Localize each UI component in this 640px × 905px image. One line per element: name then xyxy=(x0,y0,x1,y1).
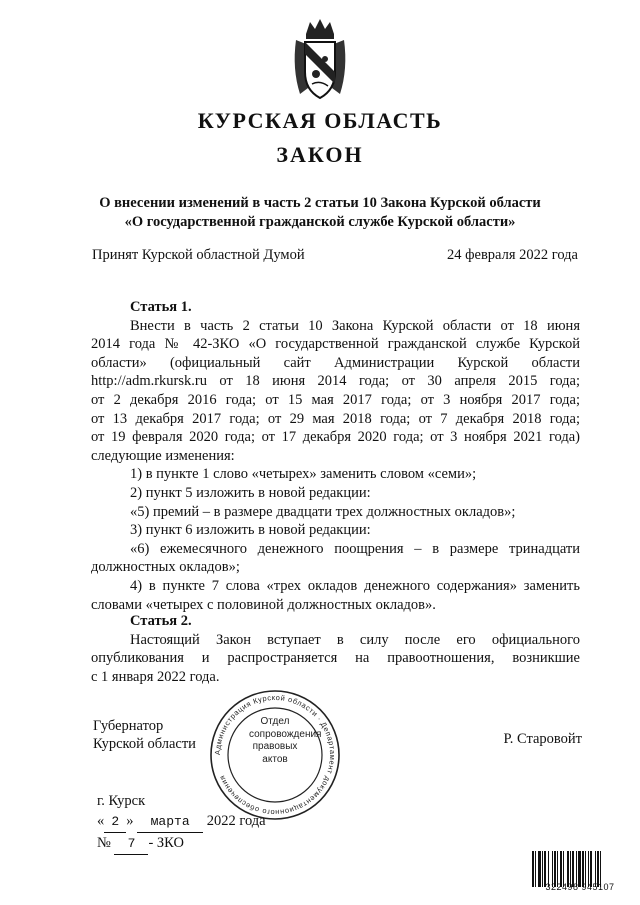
region-heading: КУРСКАЯ ОБЛАСТЬ xyxy=(197,108,443,133)
position-line: Курской области xyxy=(93,736,196,752)
amendment-item-3-text: «6) ежемесячного денежного поощрения – в размере тринадцати xyxy=(130,540,580,557)
stamp-line: сопровождения xyxy=(249,728,322,740)
law-title xyxy=(60,194,580,232)
article-1-text-line: области» (официальный сайт Администрации Курской области xyxy=(91,354,580,371)
amendment-item-4: словами «четырех с половиной должностных окладов». xyxy=(91,596,436,613)
article-1-text-line: от 2 декабря 2016 года; от 15 мая 2017 года; от 3 ноября 2017 года; xyxy=(91,391,580,408)
adopted-by: Принят Курской областной Думой xyxy=(92,247,305,263)
law-title-line: «О государственной гражданской службе Курской области» xyxy=(124,214,516,230)
city: г. Курск xyxy=(97,793,146,809)
law-title-line: О внесении изменений в часть 2 статьи 10 Закона Курской области xyxy=(99,195,541,211)
article-1-text-line: от 19 февраля 2020 года; от 17 декабря 2020 года; от 3 ноября 2021 года) xyxy=(91,429,580,446)
signatory-position xyxy=(93,717,196,753)
number-sign: № xyxy=(97,835,111,851)
article-1-text-line: следующие изменения: xyxy=(91,447,235,464)
place-and-date xyxy=(97,791,266,855)
signing-month: марта xyxy=(137,812,203,833)
position-line: Губернатор xyxy=(93,718,164,734)
signatory-name: Р. Старовойт xyxy=(503,731,582,747)
amendment-item-1: 1) в пункте 1 слово «четырех» заменить словом «семи»; xyxy=(130,466,477,483)
stamp-center-text xyxy=(249,716,322,766)
signing-year: 2022 года xyxy=(206,813,266,829)
article-1-text-line: http://adm.rkursk.ru от 18 июня 2014 года; от 30 апреля 2015 года; xyxy=(91,373,580,390)
barcode-number: 322498 945107 xyxy=(545,882,615,892)
document-type-heading: ЗАКОН xyxy=(276,142,364,167)
article-1-text-line: 2014 года № 42-ЗКО «О государственной гражданской службе Курской xyxy=(91,336,580,353)
article-1-heading: Статья 1. xyxy=(130,299,192,315)
amendment-item-3-text: должностных окладов»; xyxy=(91,559,240,576)
article-2 xyxy=(91,612,580,686)
article-2-text-line: опубликования и распространяется на правоотношения, возникшие xyxy=(91,650,580,667)
amendment-item-2: 2) пункт 5 изложить в новой редакции: xyxy=(130,484,371,501)
article-2-heading: Статья 2. xyxy=(130,613,192,629)
signing-date: « 2 » марта 2022 года xyxy=(97,811,266,833)
stamp-line: Отдел xyxy=(260,716,290,727)
article-1-text-line: Внести в часть 2 статьи 10 Закона Курской области от 18 июня xyxy=(130,317,580,334)
stamp-line: правовых xyxy=(252,741,298,752)
article-2-text-line: Настоящий Закон вступает в силу после его официального xyxy=(130,631,580,648)
stamp-line: актов xyxy=(262,753,288,765)
law-number xyxy=(97,833,266,855)
article-2-text-line: с 1 января 2022 года. xyxy=(91,668,220,685)
stamp-ring-text: Администрация Курской области · Департамент документационного обеспечения xyxy=(212,692,338,818)
amendment-item-2-text: «5) премий – в размере двадцати трех должностных окладов»; xyxy=(130,503,516,520)
signing-day: 2 xyxy=(104,812,126,833)
amendment-item-3: 3) пункт 6 изложить в новой редакции: xyxy=(130,522,371,539)
adoption-date: 24 февраля 2022 года xyxy=(446,247,578,263)
law-number-value: 7 xyxy=(114,834,148,855)
article-1 xyxy=(91,298,580,614)
amendment-item-4: 4) в пункте 7 слова «трех окладов денежного содержания» заменить xyxy=(130,577,580,594)
law-number-suffix: - ЗКО xyxy=(148,835,184,851)
article-1-text-line: от 13 декабря 2017 года; от 29 мая 2018 года; от 7 декабря 2018 года; xyxy=(91,410,580,427)
coat-of-arms-emblem xyxy=(288,14,352,104)
